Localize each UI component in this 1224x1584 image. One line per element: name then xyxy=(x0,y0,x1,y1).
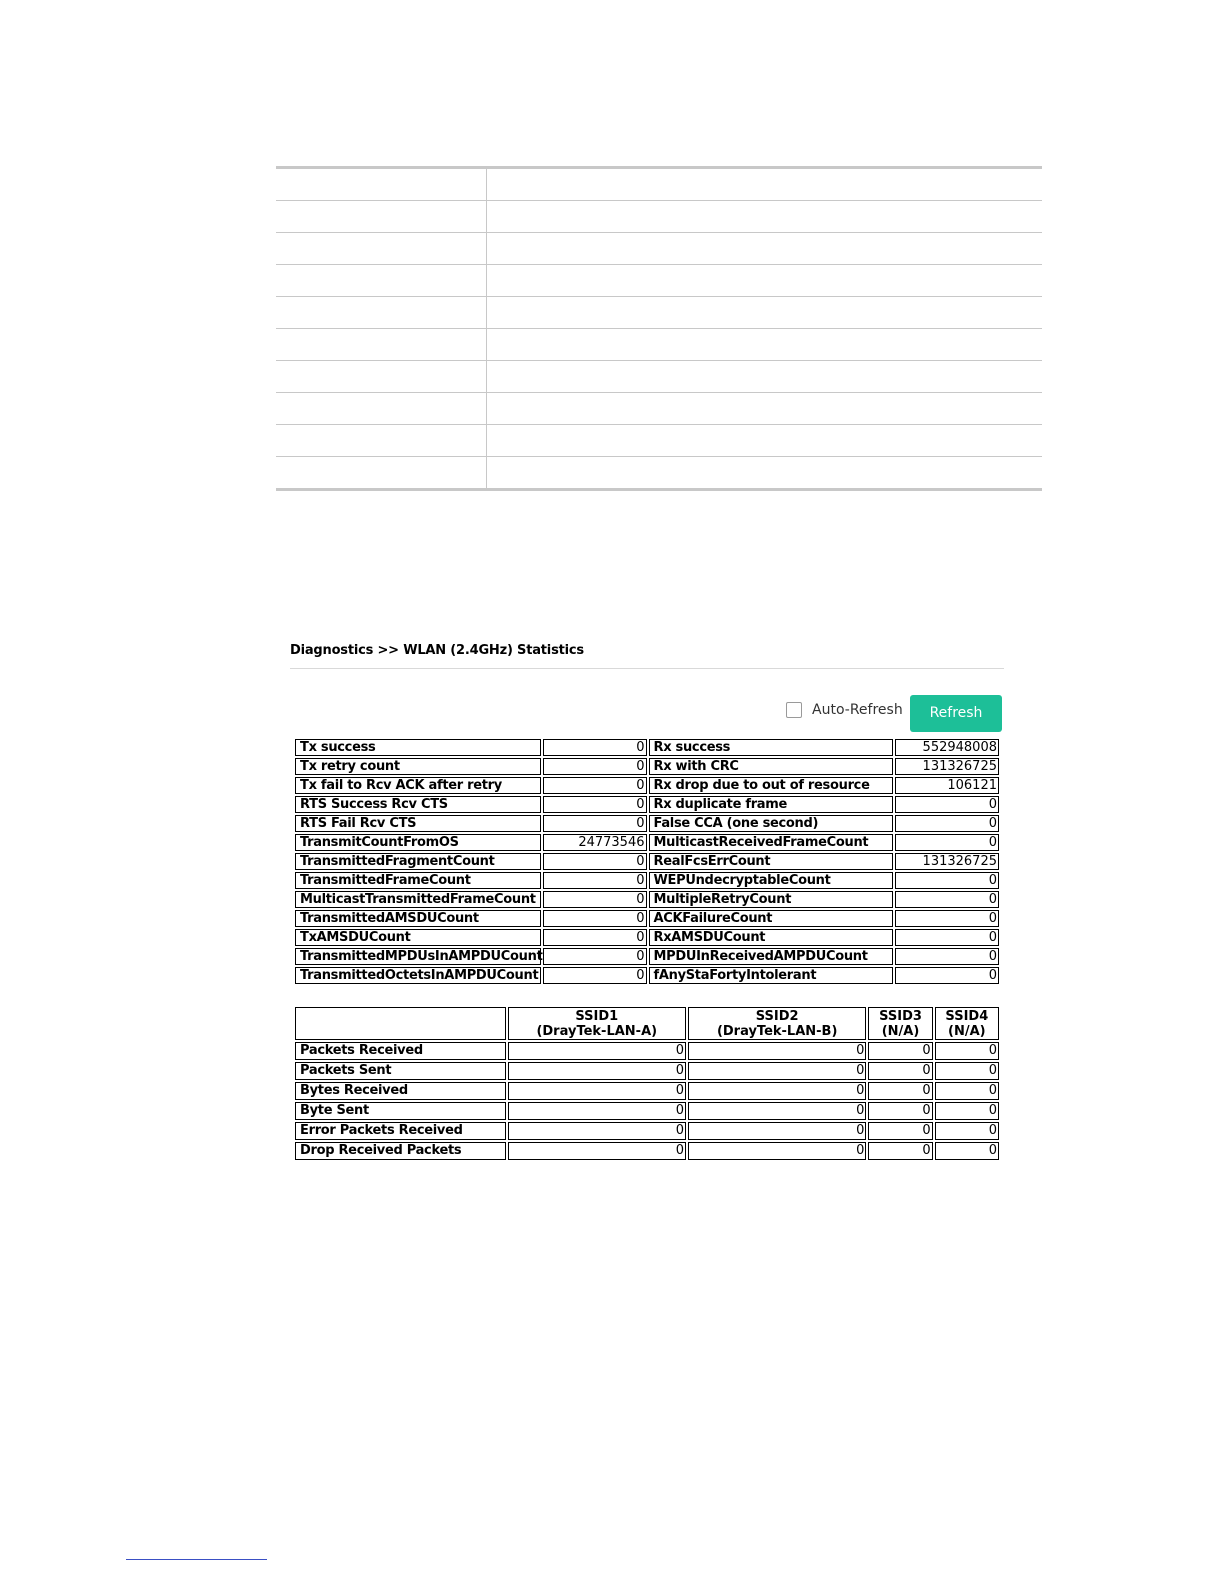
stat-row xyxy=(295,853,999,870)
stat-value: 0 xyxy=(543,967,647,984)
stat-value: 131326725 xyxy=(895,853,999,870)
auto-refresh-label: Auto-Refresh xyxy=(812,702,903,718)
stat-value: 0 xyxy=(543,910,647,927)
ssid-stat-row xyxy=(295,1122,999,1140)
stat-label: RTS Fail Rcv CTS xyxy=(295,815,541,832)
stat-label: RTS Success Rcv CTS xyxy=(295,796,541,813)
stat-value: 0 xyxy=(543,739,647,756)
ssid-stat-value: 0 xyxy=(868,1062,932,1080)
ssid-stat-value: 0 xyxy=(688,1142,866,1160)
ssid-stat-value: 0 xyxy=(508,1082,686,1100)
stat-label: MPDUInReceivedAMPDUCount xyxy=(649,948,894,965)
ssid-stat-value: 0 xyxy=(935,1042,999,1060)
auto-refresh-toggle[interactable] xyxy=(786,702,903,718)
ssid-stat-value: 0 xyxy=(935,1122,999,1140)
ssid-stat-value: 0 xyxy=(935,1062,999,1080)
stat-label: RxAMSDUCount xyxy=(649,929,894,946)
ssid-stat-value: 0 xyxy=(868,1122,932,1140)
stat-value: 0 xyxy=(895,929,999,946)
ssid-header: SSID2 (DrayTek-LAN-B) xyxy=(688,1007,866,1040)
stat-row xyxy=(295,948,999,965)
ssid-stat-value: 0 xyxy=(868,1102,932,1120)
stat-label: ACKFailureCount xyxy=(649,910,894,927)
wlan-statistics-table xyxy=(293,737,1001,986)
ssid-stat-label: Packets Received xyxy=(295,1042,506,1060)
ssid-stat-row xyxy=(295,1042,999,1060)
ssid-stat-value: 0 xyxy=(508,1142,686,1160)
refresh-button[interactable]: Refresh xyxy=(910,695,1002,732)
stat-value: 0 xyxy=(543,891,647,908)
ssid-header: SSID3 (N/A) xyxy=(868,1007,932,1040)
ssid-stat-value: 0 xyxy=(688,1122,866,1140)
ssid-stat-value: 0 xyxy=(868,1082,932,1100)
stat-value: 24773546 xyxy=(543,834,647,851)
stat-row xyxy=(295,815,999,832)
ssid-stat-value: 0 xyxy=(935,1102,999,1120)
stat-row xyxy=(295,758,999,775)
stat-label: WEPUndecryptableCount xyxy=(649,872,894,889)
stat-value: 0 xyxy=(895,891,999,908)
ssid-stat-value: 0 xyxy=(688,1102,866,1120)
stat-label: Tx retry count xyxy=(295,758,541,775)
stat-value: 0 xyxy=(895,834,999,851)
ssid-stat-label: Bytes Received xyxy=(295,1082,506,1100)
stat-label: TransmittedMPDUsInAMPDUCount xyxy=(295,948,541,965)
stat-label: Tx success xyxy=(295,739,541,756)
title-divider xyxy=(290,668,1004,669)
stat-value: 0 xyxy=(895,910,999,927)
stat-value: 0 xyxy=(543,853,647,870)
stat-label: TransmitCountFromOS xyxy=(295,834,541,851)
stat-label: MulticastReceivedFrameCount xyxy=(649,834,894,851)
ssid-stat-value: 0 xyxy=(935,1082,999,1100)
stat-value: 0 xyxy=(543,815,647,832)
ssid-stat-value: 0 xyxy=(688,1082,866,1100)
ssid-header: SSID1 (DrayTek-LAN-A) xyxy=(508,1007,686,1040)
ssid-stat-value: 0 xyxy=(508,1042,686,1060)
stat-row xyxy=(295,777,999,794)
stat-label: Rx success xyxy=(649,739,894,756)
stat-value: 106121 xyxy=(895,777,999,794)
ssid-stat-value: 0 xyxy=(868,1042,932,1060)
stat-value: 0 xyxy=(895,948,999,965)
stat-value: 0 xyxy=(543,929,647,946)
stat-value: 131326725 xyxy=(895,758,999,775)
stat-value: 0 xyxy=(543,758,647,775)
ssid-stat-value: 0 xyxy=(508,1062,686,1080)
document-empty-table xyxy=(276,166,1042,491)
ssid-statistics-table xyxy=(293,1005,1001,1162)
ssid-stat-row xyxy=(295,1082,999,1100)
stat-label: RealFcsErrCount xyxy=(649,853,894,870)
ssid-stat-value: 0 xyxy=(688,1062,866,1080)
stat-row xyxy=(295,929,999,946)
ssid-stat-label: Byte Sent xyxy=(295,1102,506,1120)
stat-label: Rx with CRC xyxy=(649,758,894,775)
ssid-header: SSID4 (N/A) xyxy=(935,1007,999,1040)
stat-value: 0 xyxy=(543,796,647,813)
stat-value: 0 xyxy=(543,777,647,794)
ssid-stat-value: 0 xyxy=(935,1142,999,1160)
stat-label: TransmittedOctetsInAMPDUCount xyxy=(295,967,541,984)
ssid-stat-row xyxy=(295,1062,999,1080)
stat-row xyxy=(295,872,999,889)
stat-label: TransmittedAMSDUCount xyxy=(295,910,541,927)
stat-label: fAnyStaFortyIntolerant xyxy=(649,967,894,984)
stat-row xyxy=(295,796,999,813)
stat-label: Rx duplicate frame xyxy=(649,796,894,813)
stat-value: 0 xyxy=(895,872,999,889)
stat-value: 0 xyxy=(895,796,999,813)
ssid-header-row xyxy=(295,1007,999,1040)
ssid-stat-value: 0 xyxy=(508,1122,686,1140)
footer-link-underline xyxy=(126,1559,267,1560)
stat-row xyxy=(295,910,999,927)
stat-label: TransmittedFragmentCount xyxy=(295,853,541,870)
ssid-stat-value: 0 xyxy=(688,1042,866,1060)
stat-value: 0 xyxy=(543,948,647,965)
stat-label: TransmittedFrameCount xyxy=(295,872,541,889)
stat-row xyxy=(295,967,999,984)
ssid-stat-label: Error Packets Received xyxy=(295,1122,506,1140)
ssid-stat-row xyxy=(295,1142,999,1160)
auto-refresh-checkbox[interactable] xyxy=(786,702,802,718)
stat-row xyxy=(295,891,999,908)
ssid-stat-value: 0 xyxy=(508,1102,686,1120)
stat-label: False CCA (one second) xyxy=(649,815,894,832)
stat-label: Tx fail to Rcv ACK after retry xyxy=(295,777,541,794)
ssid-stat-label: Packets Sent xyxy=(295,1062,506,1080)
page-title: Diagnostics >> WLAN (2.4GHz) Statistics xyxy=(290,643,584,658)
stat-label: MulticastTransmittedFrameCount xyxy=(295,891,541,908)
ssid-stat-label: Drop Received Packets xyxy=(295,1142,506,1160)
stat-value: 0 xyxy=(895,967,999,984)
stat-value: 0 xyxy=(895,815,999,832)
ssid-stat-value: 0 xyxy=(868,1142,932,1160)
ssid-header-blank xyxy=(295,1007,506,1040)
stat-row xyxy=(295,739,999,756)
stat-value: 0 xyxy=(543,872,647,889)
ssid-stat-row xyxy=(295,1102,999,1120)
stat-row xyxy=(295,834,999,851)
stat-value: 552948008 xyxy=(895,739,999,756)
stat-label: TxAMSDUCount xyxy=(295,929,541,946)
stat-label: MultipleRetryCount xyxy=(649,891,894,908)
stat-label: Rx drop due to out of resource xyxy=(649,777,894,794)
